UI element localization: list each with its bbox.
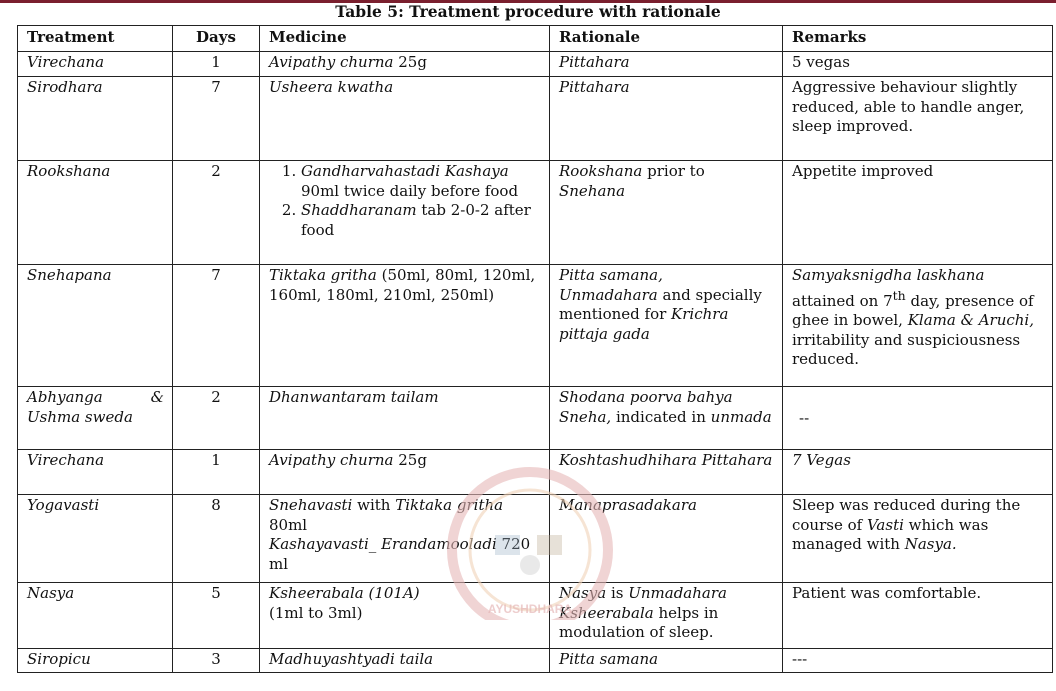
remarks-cell: --- xyxy=(783,649,1053,673)
treatment-cell: Siropicu xyxy=(18,649,173,673)
rationale-cell: Pitta samana xyxy=(550,649,783,673)
medicine-cell: Madhuyashtyadi taila xyxy=(260,649,550,673)
table-row xyxy=(18,161,1053,265)
days-cell: 2 xyxy=(173,161,260,265)
days-cell: 5 xyxy=(173,583,260,649)
table-header-row xyxy=(18,26,1053,52)
medicine-cell: Dhanwantaram tailam xyxy=(260,387,550,450)
medicine-list xyxy=(269,162,541,240)
medicine-cell: Snehavasti with Tiktaka gritha 80ml Kashayavasti_ Erandamooladi 720 ml xyxy=(260,495,550,583)
remarks-cell: Appetite improved xyxy=(783,161,1053,265)
treatment-cell: Virechana xyxy=(18,52,173,77)
treatment-cell: Sirodhara xyxy=(18,77,173,161)
medicine-cell: Avipathy churna 25g xyxy=(260,450,550,495)
list-item: 1. Gandharvahastadi Kashaya 90ml twice daily before food xyxy=(301,162,541,201)
days-cell: 1 xyxy=(173,450,260,495)
days-cell: 7 xyxy=(173,77,260,161)
remarks-cell: -- xyxy=(783,387,1053,450)
days-cell: 3 xyxy=(173,649,260,673)
list-item: 2. Shaddharanam tab 2-0-2 after food xyxy=(301,201,541,240)
treatment-cell: Virechana xyxy=(18,450,173,495)
table-row xyxy=(18,265,1053,387)
medicine-cell: Tiktaka gritha (50ml, 80ml, 120ml, 160ml, 180ml, 210ml, 250ml) xyxy=(260,265,550,387)
table-row xyxy=(18,77,1053,161)
medicine-cell: Usheera kwatha xyxy=(260,77,550,161)
medicine-cell: Avipathy churna 25g xyxy=(260,52,550,77)
table-row xyxy=(18,387,1053,450)
rationale-cell: Koshtashudhihara Pittahara xyxy=(550,450,783,495)
rationale-cell: Rookshana prior to Snehana xyxy=(550,161,783,265)
remarks-cell: 7 Vegas xyxy=(783,450,1053,495)
remarks-cell: Samyaksnigdha laskhana attained on 7th day, presence of ghee in bowel, Klama & Aruchi, irritability and suspiciousness reduced. xyxy=(783,265,1053,387)
table-row xyxy=(18,583,1053,649)
medicine-cell xyxy=(260,161,550,265)
days-cell: 1 xyxy=(173,52,260,77)
treatment-cell: Rookshana xyxy=(18,161,173,265)
treatment-table xyxy=(17,25,1053,673)
remarks-cell: 5 vegas xyxy=(783,52,1053,77)
table-row xyxy=(18,450,1053,495)
rationale-cell: Shodana poorva bahya Sneha, indicated in unmada xyxy=(550,387,783,450)
header-treatment: Treatment xyxy=(18,26,173,52)
header-medicine: Medicine xyxy=(260,26,550,52)
treatment-cell: Yogavasti xyxy=(18,495,173,583)
table-caption: Table 5: Treatment procedure with rationale xyxy=(335,2,721,21)
table-row xyxy=(18,495,1053,583)
rationale-cell: Pittahara xyxy=(550,52,783,77)
table-row xyxy=(18,52,1053,77)
treatment-cell: Abhyanga & Ushma sweda xyxy=(18,387,173,450)
rationale-cell: Manaprasadakara xyxy=(550,495,783,583)
medicine-cell: Ksheerabala (101A) (1ml to 3ml) xyxy=(260,583,550,649)
remarks-cell: Aggressive behaviour slightly reduced, able to handle anger, sleep improved. xyxy=(783,77,1053,161)
remarks-cell: Patient was comfortable. xyxy=(783,583,1053,649)
remarks-cell: Sleep was reduced during the course of Vasti which was managed with Nasya. xyxy=(783,495,1053,583)
header-days: Days xyxy=(173,26,260,52)
days-cell: 7 xyxy=(173,265,260,387)
days-cell: 8 xyxy=(173,495,260,583)
treatment-cell: Nasya xyxy=(18,583,173,649)
header-rationale: Rationale xyxy=(550,26,783,52)
treatment-cell: Snehapana xyxy=(18,265,173,387)
table-row xyxy=(18,649,1053,673)
days-cell: 2 xyxy=(173,387,260,450)
rationale-cell: Pitta samana, Unmadahara and specially mentioned for Krichra pittaja gada xyxy=(550,265,783,387)
header-remarks: Remarks xyxy=(783,26,1053,52)
watermark-text: AYUSHDHARA xyxy=(487,602,573,616)
rationale-cell: Pittahara xyxy=(550,77,783,161)
rationale-cell: Nasya is Unmadahara Ksheerabala helps in modulation of sleep. xyxy=(550,583,783,649)
